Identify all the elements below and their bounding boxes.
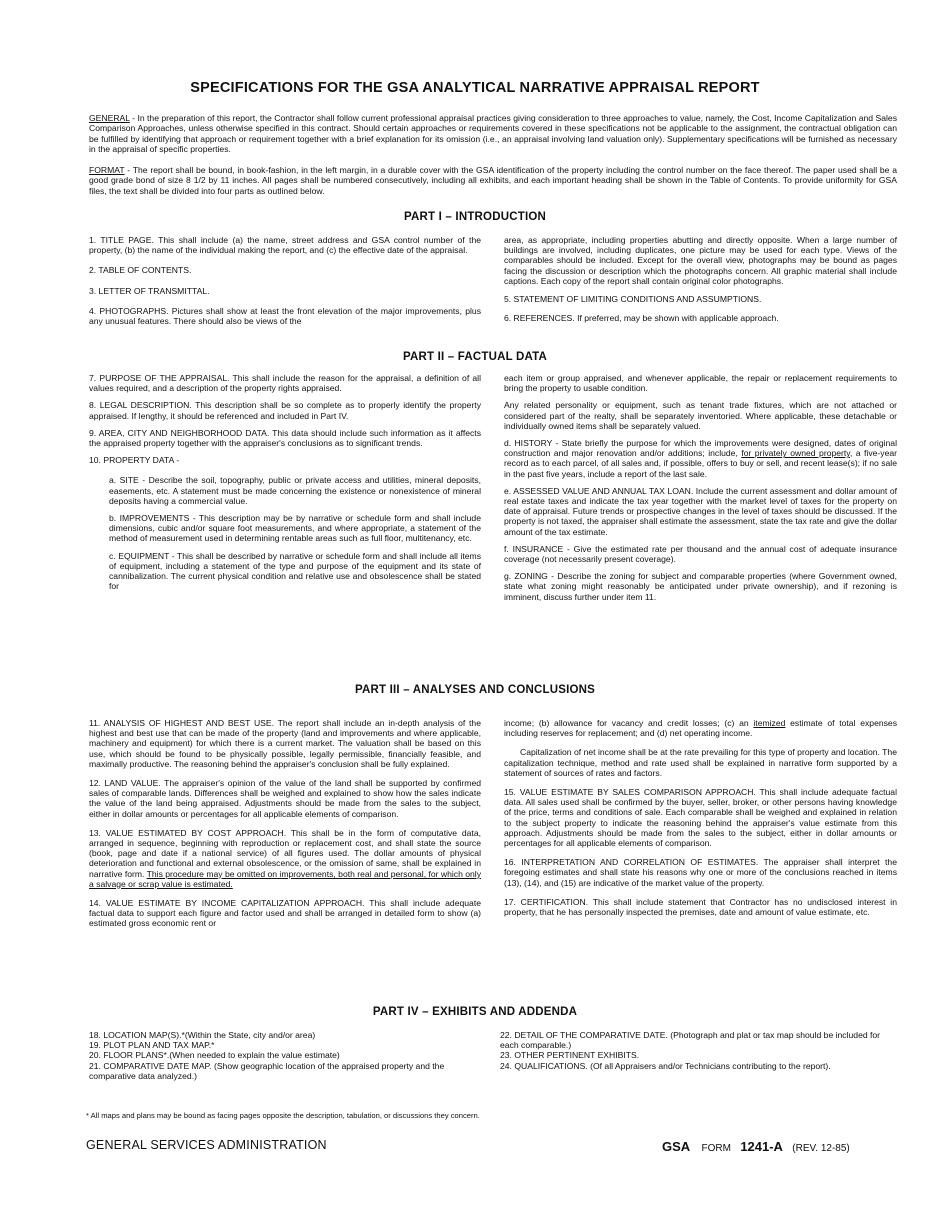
income-underlined: itemized [753,718,786,728]
footer-agency: GENERAL SERVICES ADMINISTRATION [86,1138,327,1152]
item-7: 7. PURPOSE OF THE APPRAISAL. This shall include the reason for the appraisal, a definition of all values required, and a description of the property rights appraised. [89,373,481,394]
part3-heading: PART III – ANALYSES AND CONCLUSIONS [354,684,595,696]
item-22: 22. DETAIL OF THE COMPARATIVE DATE. (Photograph and plat or tax map should be included for each comparable.) [500,1030,881,1051]
item-6: 6. REFERENCES. If preferred, may be shown with applicable approach. [504,313,779,324]
item-10e-assessed-value: e. ASSESSED VALUE AND ANNUAL TAX LOAN. Include the current assessment and dollar amount of real estate taxes and indicate the tax year together with the market level of taxes for the property on date of appraisal. Future trends or prospective changes in the level of taxes should be discussed. If the property is not taxed, the appraiser shall estimate the assessment, state the tax rate and give the dollar amount of the tax estimate. [504,485,897,537]
item-4: 4. PHOTOGRAPHS. Pictures shall show at least the front elevation of the major improvements, plus any unusual features. There should also be views of the [89,305,481,327]
item-10c-equipment: c. EQUIPMENT - This shall be described by narrative or schedule form and shall include all items of equipment, including a statement of the type and purpose of the equipment and its state of cannibalization. The current physical condition and relative use and obsolescence shall be stated for [109,550,481,592]
item-21: 21. COMPARATIVE DATE MAP. (Show geographic location of the appraised property and the comparative data analyzed.) [89,1060,445,1081]
item-10g-zoning: g. ZONING - Describe the zoning for subject and comparable properties (where Government owned, state what zoning might reasonably be anticipated under private ownership), and if rezoning is imminent, discuss further under item 11. [504,571,897,602]
item-10: 10. PROPERTY DATA - [89,455,180,466]
part1-right-column [504,235,897,330]
part2-left-column [89,373,481,598]
item-16: 16. INTERPRETATION AND CORRELATION OF ESTIMATES. The appraiser shall interpret the foregoing estimates and shall state his reasons why one or more of the conclusions reached in items (13), (14), and (15) are indicative of the market value of the property. [504,857,897,888]
item-17: 17. CERTIFICATION. This shall include statement that Contractor has no undisclosed interest in property, that he has personally inspected the premises, date and amount of value estimate, etc. [504,896,897,918]
item-1: 1. TITLE PAGE. This shall include (a) the name, street address and GSA control number of the property, (b) the name of the individual making the report, and (c) the effective date of the appraisal. [89,235,481,256]
part4-right-list [500,1030,890,1071]
history-text: d. HISTORY - State briefly the purpose for which the improvements were designed, dates of original construction and major renovation and/or additions; include, [504,438,897,459]
part4-left-list [89,1030,481,1081]
page-title: SPECIFICATIONS FOR THE GSA ANALYTICAL NARRATIVE APPRAISAL REPORT [190,80,760,96]
item-20: 20. FLOOR PLANS*.(When needed to explain the value estimate) [89,1050,340,1061]
item-9: 9. AREA, CITY AND NEIGHBORHOOD DATA. This data should include such information as it affects the appraised property together with the appraiser's conclusions as to significant trends. [89,427,481,449]
item-18: 18. LOCATION MAP(S).*(Within the State, city and/or area) [89,1030,316,1040]
footer-gsa: GSA [662,1139,691,1154]
item-13 [89,828,481,889]
part3-right-column [504,718,897,924]
footnote: * All maps and plans may be bound as facing pages opposite the description, tabulation, or discussions they concern. [86,1111,480,1120]
history-underlined: for privately owned property [741,448,850,459]
footer-form-label: FORM [701,1143,731,1154]
form-identifier [662,1139,850,1154]
general-paragraph [89,113,897,154]
cost-approach-underlined: This procedure may be omitted on improvements, both real and personal, for which only a salvage or scrap value is estimated. [89,868,482,889]
income-text-end: estimate of total expenses including reserves for replacement; and (d) net operating income. [504,718,898,739]
cost-approach-text: 13. VALUE ESTIMATED BY COST APPROACH. This shall be in the form of computative data, arranged in sequence, beginning with reproduction or replacement cost, and shall state the source (book, page and date if a national service) of all figures used. The dollar amounts of physical deterioration and functional and external obsolescence, or the omission of same, shall be explained in narrative form. [89,827,481,879]
footer-form-number: 1241-A [740,1139,783,1154]
item-23: 23. OTHER PERTINENT EXHIBITS. [500,1050,640,1061]
item-24: 24. QUALIFICATIONS. (Of all Appraisers and/or Technicians contributing to the report). [500,1060,831,1071]
part3-left-column [89,718,481,936]
general-text: - In the preparation of this report, the Contractor shall follow current professional appraisal practices giving consideration to three approaches to value, namely, the Cost, Income Capitalization and Sales Comparison Approaches, unless otherwise specified in this contract. Should certain approaches or requirements covered in these specifications not be applicable to the assignment, the contractual obligation can be fulfilled by identifying that approach or requirement together with a brief explanation for its omission (i.e., an appraisal involving land valuation only). Supplementary specifications will be furnished as necessary in the appraisal of specific properties. [89,113,897,154]
item-3: 3. LETTER OF TRANSMITTAL. [89,285,210,296]
part1-left-column [89,235,481,333]
footer-revision: (REV. 12-85) [792,1143,850,1154]
item-19: 19. PLOT PLAN AND TAX MAP.* [89,1040,215,1051]
item-12: 12. LAND VALUE. The appraiser's opinion of the value of the land shall be supported by confirmed sales of comparable lands. Differences shall be weighed and explained to show how the sales indicate the value of the land being appraised. Adjustments should be made from the sales to the subject, either in dollar amounts or percentages for all applicable elements of comparison. [89,778,481,819]
part2-heading: PART II – FACTUAL DATA [402,351,548,363]
part2-right-column [504,373,897,609]
item-10b-improvements: b. IMPROVEMENTS - This description may be by narrative or schedule form and shall include dimensions, cubic and/or square foot measurements, and where appropriate, a statement of the method of measurement used in determining rentable areas such as full floor, multitenancy, etc. [109,513,481,544]
item-2: 2. TABLE OF CONTENTS. [89,265,192,276]
capitalization-paragraph: Capitalization of net income shall be at the rate prevailing for this type of property and location. The capitalization technique, method and rate used shall be explained in narrative form supported by a statement of sources of rates and factors. [504,747,897,778]
part4-heading: PART IV – EXHIBITS AND ADDENDA [372,1006,578,1018]
item-10f-insurance: f. INSURANCE - Give the estimated rate per thousand and the annual cost of adequate insurance coverage (not necessarily present coverage). [504,543,897,565]
part1-heading: PART I – INTRODUCTION [404,211,546,223]
item-14-continued [504,718,897,738]
format-label: FORMAT [89,165,125,175]
item-10d-history [504,438,897,479]
general-label: GENERAL [89,113,130,123]
item-10a-site: a. SITE - Describe the soil, topography, public or private access and utilities, mineral deposits, easements, etc. A statement must be made concerning the existence or nonexistence of mineral deposits having a commercial value. [109,475,481,506]
item-11: 11. ANALYSIS OF HIGHEST AND BEST USE. The report shall include an in-depth analysis of the highest and best use that can be made of the property (land and improvements and where applicable, machinery and equipment) for which there is a current market. The valuation shall be based on this use, which should be found to be physically possible, legally permissible, financially feasible, and maximally productive. The reasoning behind the appraiser's conclusion shall be fully explained. [89,718,481,769]
format-text: - The report shall be bound, in book-fashion, in the left margin, in a durable cover with the GSA identification of the property including the control number on the face thereof. The paper used shall be a good grade bond of size 8 1/2 by 11 inches. All pages shall be numbered consecutively, including all exhibits, and each important heading shall be shown in the Table of Contents. To provide uniformity for GSA files, the text shall be divided into four parts as outlined below. [89,165,897,196]
item-14: 14. VALUE ESTIMATE BY INCOME CAPITALIZATION APPROACH. This shall include adequate factual data to support each figure and factor used and shall be arranged in detailed form to show (a) estimated gross economic rent or [89,898,481,929]
item-5: 5. STATEMENT OF LIMITING CONDITIONS AND ASSUMPTIONS. [504,294,762,305]
item-4-continued: area, as appropriate, including properties abutting and directly opposite. When a large number of buildings are involved, including duplicates, one picture may be used for each type. Views of the comparables should be included. Except for the overall view, photographs may be bound as pages facing the discussion or description which the photographs concern. All graphic material shall include captions. Each copy of the report shall contain original color photographs. [504,235,897,286]
item-8: 8. LEGAL DESCRIPTION. This description shall be so complete as to properly identify the property appraised. If lengthy, it should be referenced and included in Part IV. [89,400,481,421]
item-15: 15. VALUE ESTIMATE BY SALES COMPARISON APPROACH. This shall include adequate factual data. All sales used shall be confirmed by the buyer, seller, broker, or other persons having knowledge of the price, terms and conditions of sale. Each comparable shall be weighed and explained in relation to the subject property to indicate the reasoning behind the appraiser's value estimate from this approach. Adjustments should be made from the sales to the subject, either in dollar amounts or percentages for all applicable elements of comparison. [504,787,897,849]
history-text-end: , a five-year record as to each parcel, of all sales and, if possible, offers to buy or sell, and recent lease(s); if no sale in the past five years, include a report of the last sale. [504,448,897,479]
related-personality: Any related personality or equipment, such as tenant trade fixtures, which are not attached or considered part of the realty, shall be separately inventoried. Where applicable, these detachable or individually owned items shall be separately valued. [504,400,897,431]
item-10c-continued: each item or group appraised, and whenever applicable, the repair or replacement requirements to bring the property to usable condition. [504,373,897,394]
income-text: income; (b) allowance for vacancy and credit losses; (c) an [504,718,754,728]
format-paragraph [89,165,897,196]
